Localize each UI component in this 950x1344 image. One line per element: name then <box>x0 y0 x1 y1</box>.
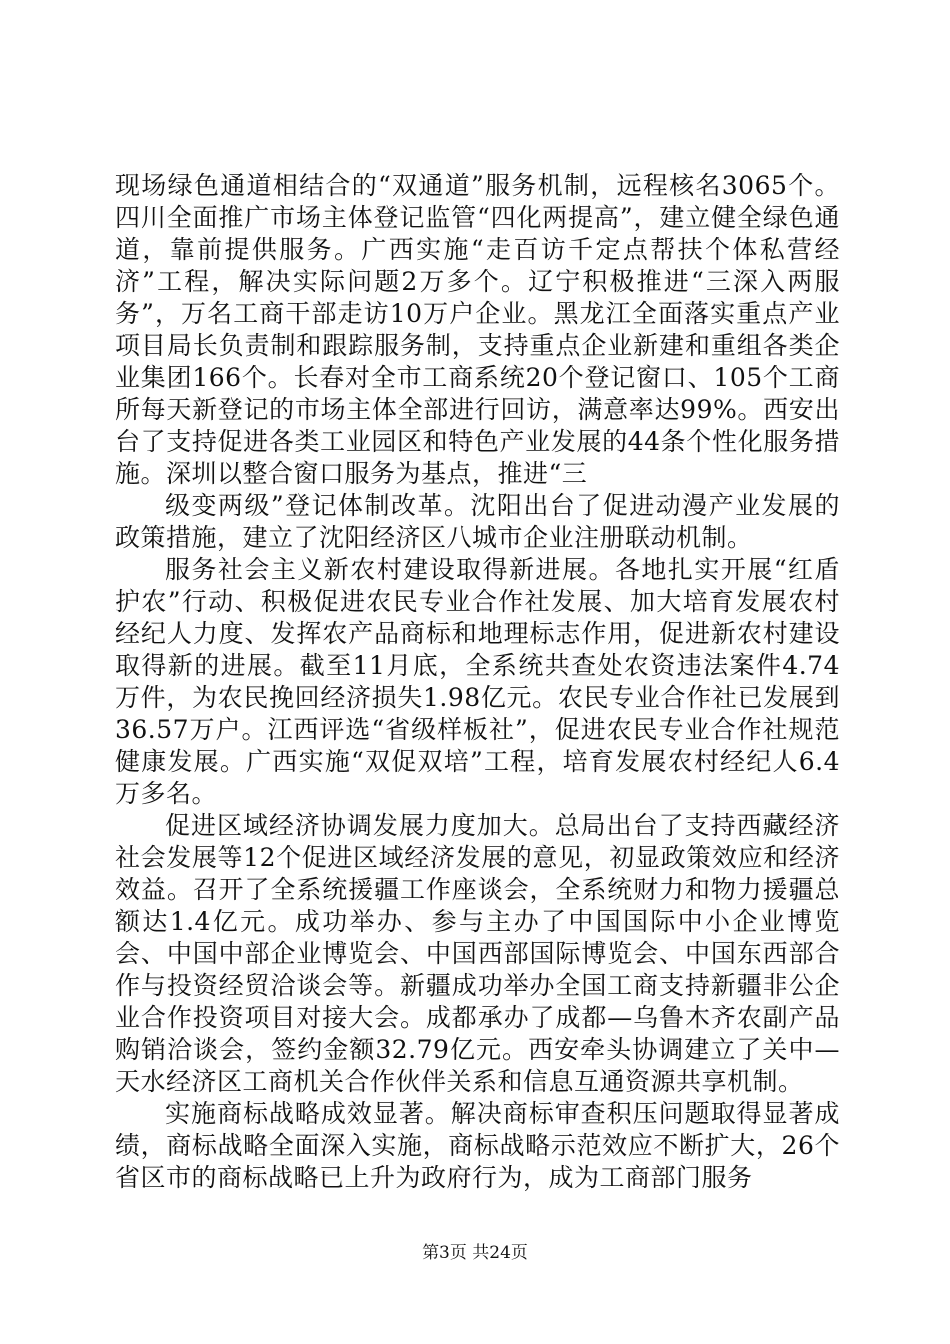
page-number-footer: 第3页 共24页 <box>422 1243 528 1263</box>
paragraph-4: 促进区域经济协调发展力度加大。总局出台了支持西藏经济社会发展等12个促进区域经济发展的意见，初显政策效应和经济效益。召开了全系统援疆工作座谈会，全系统财力和物力援疆总额达1.4亿元。成功举办、参与主办了中国国际中小企业博览会、中国中部企业博览会、中国西部国际博览会、中国东西部合作与投资经贸洽谈会等。新疆成功举办全国工商支持新疆非公企业合作投资项目对接大会。成都承办了成都—乌鲁木齐农副产品购销洽谈会，签约金额32.79亿元。西安牵头协调建立了关中—天水经济区工商机关合作伙伴关系和信息互通资源共享机制。 <box>115 811 840 1096</box>
paragraph-5: 实施商标战略成效显著。解决商标审查积压问题取得显著成绩，商标战略全面深入实施，商标战略示范效应不断扩大，26个省区市的商标战略已上升为政府行为，成为工商部门服务 <box>115 1099 840 1192</box>
body-text <box>115 170 840 1194</box>
paragraph-3: 服务社会主义新农村建设取得新进展。各地扎实开展“红盾护农”行动、积极促进农民专业合作社发展、加大培育发展农村经纪人力度、发挥农产品商标和地理标志作用，促进新农村建设取得新的进展。截至11月底，全系统共查处农资违法案件4.74万件，为农民挽回经济损失1.98亿元。农民专业合作社已发展到36.57万户。江西评选“省级样板社”，促进农民专业合作社规范健康发展。广西实施“双促双培”工程，培育发展农村经纪人6.4万多名。 <box>115 555 840 808</box>
paragraph-1: 现场绿色通道相结合的“双通道”服务机制，远程核名3065个。四川全面推广市场主体登记监管“四化两提高”，建立健全绿色通道，靠前提供服务。广西实施“走百访千定点帮扶个体私营经济”工程，解决实际问题2万多个。辽宁积极推进“三深入两服务”，万名工商干部走访10万户企业。黑龙江全面落实重点产业项目局长负责制和跟踪服务制，支持重点企业新建和重组各类企业集团166个。长春对全市工商系统20个登记窗口、105个工商所每天新登记的市场主体全部进行回访，满意率达99%。西安出台了支持促进各类工业园区和特色产业发展的44条个性化服务措施。深圳以整合窗口服务为基点，推进“三 <box>115 171 840 488</box>
paragraph-2: 级变两级”登记体制改革。沈阳出台了促进动漫产业发展的政策措施，建立了沈阳经济区八城市企业注册联动机制。 <box>115 491 840 552</box>
